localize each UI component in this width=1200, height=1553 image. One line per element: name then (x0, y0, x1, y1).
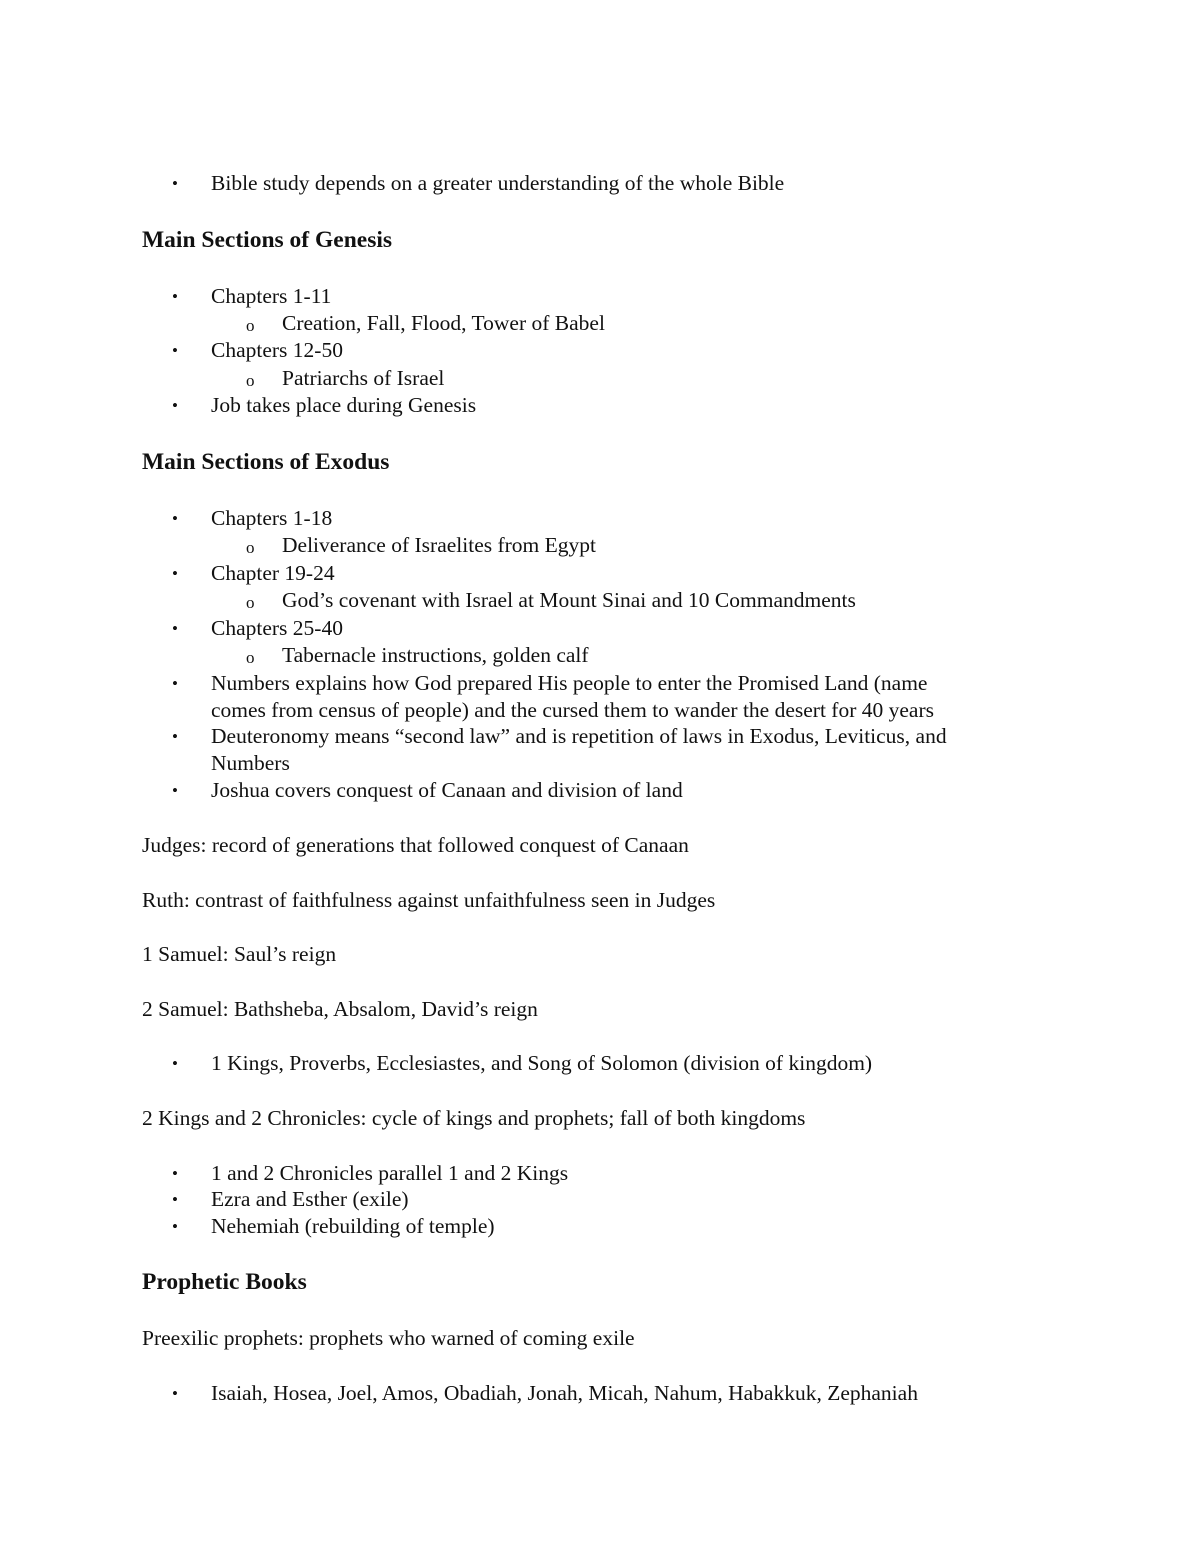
paragraph-text: 2 Kings and 2 Chronicles: cycle of kings and prophets; fall of both kingdoms (142, 1106, 806, 1130)
list-item-text: Numbers explains how God prepared His people to enter the Promised Land (name (211, 671, 928, 695)
bullet-icon: • (172, 1190, 178, 1209)
list-item-text: Ezra and Esther (exile) (211, 1187, 409, 1211)
bullet-icon: • (172, 396, 178, 415)
bullet-icon: • (172, 564, 178, 583)
list-item-text: comes from census of people) and the cursed them to wander the desert for 40 years (211, 698, 934, 722)
list-item-text: Bible study depends on a greater understanding of the whole Bible (211, 171, 785, 195)
list-item-text: 1 Kings, Proverbs, Ecclesiastes, and Song of Solomon (division of kingdom) (211, 1051, 873, 1075)
bullet-icon: • (172, 509, 178, 528)
list-item-text: Chapters 12-50 (211, 338, 343, 362)
paragraph-text: 2 Samuel: Bathsheba, Absalom, David’s reign (142, 997, 538, 1021)
list-item-text: Nehemiah (rebuilding of temple) (211, 1214, 495, 1238)
sub-list-item-text: Creation, Fall, Flood, Tower of Babel (282, 311, 605, 335)
bullet-icon: • (172, 1164, 178, 1183)
paragraph-text: Preexilic prophets: prophets who warned of coming exile (142, 1326, 635, 1350)
bullet-icon: • (172, 1054, 178, 1073)
sub-list-item-text: God’s covenant with Israel at Mount Sinai and 10 Commandments (282, 588, 856, 612)
list-item-text: Isaiah, Hosea, Joel, Amos, Obadiah, Jonah, Micah, Nahum, Habakkuk, Zephaniah (211, 1381, 918, 1405)
bullet-icon: • (172, 1217, 178, 1236)
bullet-icon: • (172, 674, 178, 693)
bullet-icon: • (172, 287, 178, 306)
bullet-icon: • (172, 174, 178, 193)
bullet-icon: • (172, 727, 178, 746)
heading-text: Main Sections of Genesis (142, 227, 393, 253)
sub-list-item-text: Deliverance of Israelites from Egypt (282, 533, 597, 557)
list-item-text: Chapter 19-24 (211, 561, 335, 585)
list-item-text: Chapters 25-40 (211, 616, 343, 640)
sub-bullet-icon: o (246, 371, 255, 390)
heading-text: Prophetic Books (142, 1269, 307, 1295)
sub-bullet-icon: o (246, 316, 255, 335)
list-item-text: Chapters 1-18 (211, 506, 333, 530)
sub-bullet-icon: o (246, 538, 255, 557)
sub-bullet-icon: o (246, 593, 255, 612)
sub-list-item-text: Tabernacle instructions, golden calf (282, 643, 589, 667)
bullet-icon: • (172, 619, 178, 638)
list-item-text: Job takes place during Genesis (211, 393, 477, 417)
bullet-icon: • (172, 781, 178, 800)
heading-text: Main Sections of Exodus (142, 449, 390, 475)
sub-list-item-text: Patriarchs of Israel (282, 366, 445, 390)
list-item-text: 1 and 2 Chronicles parallel 1 and 2 Kings (211, 1161, 569, 1185)
list-item-text: Deuteronomy means “second law” and is repetition of laws in Exodus, Leviticus, and (211, 724, 947, 748)
paragraph-text: 1 Samuel: Saul’s reign (142, 942, 337, 966)
paragraph-text: Judges: record of generations that followed conquest of Canaan (142, 833, 689, 857)
paragraph-text: Ruth: contrast of faithfulness against unfaithfulness seen in Judges (142, 888, 716, 912)
list-item-text: Numbers (211, 751, 290, 775)
bullet-icon: • (172, 341, 178, 360)
list-item-text: Chapters 1-11 (211, 284, 332, 308)
bullet-icon: • (172, 1384, 178, 1403)
sub-bullet-icon: o (246, 648, 255, 667)
list-item-text: Joshua covers conquest of Canaan and division of land (211, 778, 683, 802)
